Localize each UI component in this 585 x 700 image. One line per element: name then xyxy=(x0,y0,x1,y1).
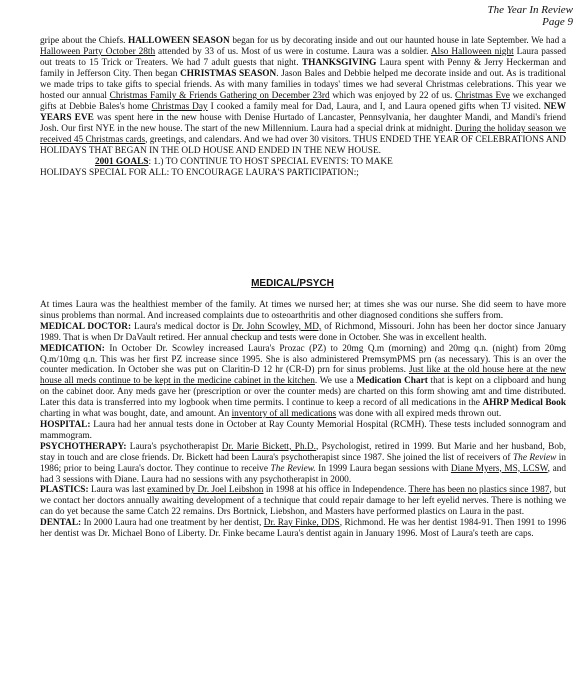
text-run: , Richmond. He was her dentist 1984-91. Then 1991 to 1996 her dentist was Dr. Michael Bono of Liberty. Dr. Finke became Laura's dentist again in January 1996. Most of Laura's teeth are caps. xyxy=(40,518,567,540)
text-run: began for us by decorating inside and out our haunted house in late September. We had a xyxy=(229,36,566,46)
medication-label: MEDICATION: xyxy=(40,343,105,354)
text-run: , but we contact her doctors annually awaiting development of a technique that could repair damage to her left eyelid nerves. There is nothing we can do yet because the same Catch 22 remains. Drs Bortnick, Liebshon, and Masters have performed plastics on Laura in the past. xyxy=(40,485,566,518)
text-run: , Psychologist, retired in 1999. But Marie and her husband, Bob, stay in touch and are close friends. Dr. Bickett had been Laura's psychotherapist since 1987. She joined the list of receivers of xyxy=(40,441,567,463)
plastics-paragraph xyxy=(40,485,566,518)
review-title: The Review xyxy=(513,452,557,463)
goals-continued: HOLIDAYS SPECIAL FOR ALL: TO ENCOURAGE LAURA'S PARTICIPATION:; xyxy=(40,168,359,178)
text-run: . Jason Bales and Debbie helped me decorate inside and out. As is traditional we made trips to take gifts to special friends. As with many families in todays' times we had several Christmas celebrations. This year we hosted our annual xyxy=(40,69,566,101)
christmas-cards: During the holiday season we received 45 Christmas cards xyxy=(40,124,566,145)
hospital-label: HOSPITAL: xyxy=(40,419,91,430)
holidays-paragraph xyxy=(40,36,566,179)
medical-section-title: MEDICAL/PSYCH xyxy=(251,278,334,289)
header-page-number: Page 9 xyxy=(542,16,573,28)
thanksgiving-heading: THANKSGIVING xyxy=(301,58,377,68)
goals-text: : 1.) TO CONTINUE TO HOST SPECIAL EVENTS: TO MAKE xyxy=(148,157,393,167)
medical-section xyxy=(40,300,566,540)
medical-doctor-label: MEDICAL DOCTOR: xyxy=(40,321,132,332)
text-run: , and had 3 sessions with Diane. Laura had no sessions with any psychotherapist in 2000. xyxy=(40,463,567,485)
medication-inventory: inventory of all medications xyxy=(231,409,337,420)
psychotherapy-label: PSYCHOTHERAPY: xyxy=(40,441,127,452)
text-run: which was enjoyed by 22 of us. xyxy=(329,91,456,101)
halloween-heading: HALLOWEEN SEASON xyxy=(127,36,230,46)
plastics-label: PLASTICS: xyxy=(40,485,89,496)
text-run: was done with all expired meds thrown out. xyxy=(336,409,502,420)
goals-line xyxy=(95,157,566,168)
text-run: Laura was last xyxy=(88,485,148,496)
leibshon-exam: examined by Dr. Joel Leibshon xyxy=(147,485,264,496)
header-title: The Year In Review xyxy=(487,4,573,16)
text-run: I cooked a family meal for Dad, Laura, and I, and Laura opened gifts when TJ visited. xyxy=(207,102,544,112)
christmas-day: Christmas Day xyxy=(151,102,208,112)
medication-chart: Medication Chart xyxy=(356,376,428,387)
text-run: , greetings, and calendars. And we had over 30 visitors. THUS ENDED THE YEAR OF CELEBRATIONS AND HOLIDAYS THAT BEGAN IN THE OLD HOUSE AND ENDED IN THE NEW HOUSE. xyxy=(40,135,566,156)
dentist-name: Dr. Ray Finke, DDS xyxy=(263,518,340,529)
christmas-heading: CHRISTMAS SEASON xyxy=(180,69,277,79)
medical-intro: At times Laura was the healthiest member of the family. At times we nursed her; at times she was our nurse. She did seem to have more sinus problems than normal. And increased complaints due to osteoarthritis and other diagnosed conditions she suffers from. xyxy=(40,300,566,321)
text-run: charting in what was bought, date, and amount. An xyxy=(40,409,232,420)
hospital-paragraph xyxy=(40,420,566,442)
text-run: of Richmond, Missouri. John has been her doctor since January 1989. That is when Dr DaVault retired. Her annual checkup and tests were done in October. She was in excellent health. xyxy=(40,321,567,343)
text-run: Laura spent with Penny & Jerry Heckerman and family in Jefferson City. Then began xyxy=(40,58,567,79)
review-title: The Review. xyxy=(270,463,316,474)
doctor-name: Dr. John Scowley, MD, xyxy=(232,321,322,332)
medication-paragraph xyxy=(40,344,566,420)
text-run: . We use a xyxy=(314,376,357,387)
text-run: that is kept on a clipboard and hung on the cabinet door. Any meds gave her (prescription or over the counter meds) are charted on this form showing amt and time distributed. Later this data is transferred into my logbook when time permits. I continue to keep a record of all medications in the xyxy=(40,376,566,409)
text-run: Laura's medical doctor is xyxy=(131,321,233,332)
psychotherapist-name: Dr. Marie Bickett, Ph.D. xyxy=(221,441,316,452)
text-run: in 1986; prior to being Laura's doctor. They continue to receive xyxy=(40,452,566,474)
medical-doctor-paragraph xyxy=(40,322,566,344)
psychotherapy-paragraph xyxy=(40,442,566,486)
ahrp-medical-book: AHRP Medical Book xyxy=(482,398,567,409)
goals-label: 2001 GOALS xyxy=(95,157,149,167)
dental-label: DENTAL: xyxy=(40,518,82,529)
no-plastics-note: There has been no plastics since 1987 xyxy=(408,485,550,496)
text-run: Laura had her annual tests done in October at Ray County Memorial Hospital (RCMH). These tests included sonnogram and mammogram. xyxy=(40,419,566,441)
text-run: In October Dr. Scowley increased Laura's Prozac (PZ) to 20mg Q.m (morning) and 20mg q.n. (night) from 20mg Q.m/10mg q.n. This was her first PZ increase since 1995. She is also administered PremsymPMS prn (as necessary). This is an over the counter medication. In October she was put on Claritin-D 12 hr (CR-D) prn for sinus problems. xyxy=(40,343,566,376)
text-run: Laura passed out treats to 15 Trick or Treaters. We had 7 adult guests that night. xyxy=(40,47,566,68)
text-run: in 1998 at his office in Independence. xyxy=(263,485,409,496)
text-run: was spent here in the new house with Denise Hurtado of Lancaster, Pennsylvania, her daughter Mandi, and Mandi's friend Josh. Our first NYE in the new house. The start of the new Millennium. Laura had a special drink at midnight. xyxy=(40,113,566,134)
text-run: we exchanged gifts at Debbie Bales's home xyxy=(40,91,566,112)
text-run: gripe about the Chiefs. xyxy=(40,36,128,46)
christmas-gathering: Christmas Family & Friends Gathering on December 23rd xyxy=(109,91,330,101)
page-header xyxy=(488,4,573,28)
halloween-party: Halloween Party October 28th xyxy=(40,47,156,57)
text-run: In 2000 Laura had one treatment by her dentist, xyxy=(81,518,264,529)
halloween-night: Also Halloween night xyxy=(430,47,514,57)
new-years-eve-heading: NEW YEARS EVE xyxy=(40,102,567,123)
christmas-eve: Christmas Eve xyxy=(455,91,510,101)
diane-myers: Diane Myers, MS, LCSW xyxy=(450,463,548,474)
dental-paragraph xyxy=(40,518,566,540)
text-run: In 1999 Laura began sessions with xyxy=(315,463,451,474)
text-run: Laura's psychotherapist xyxy=(126,441,222,452)
meds-cabinet-note: Just like at the old house here at the new house all meds continue to be kept in the medicine cabinet in the kitchen xyxy=(40,365,566,387)
text-run: attended by 33 of us. Most of us were in costume. Laura was a soldier. xyxy=(155,47,431,57)
